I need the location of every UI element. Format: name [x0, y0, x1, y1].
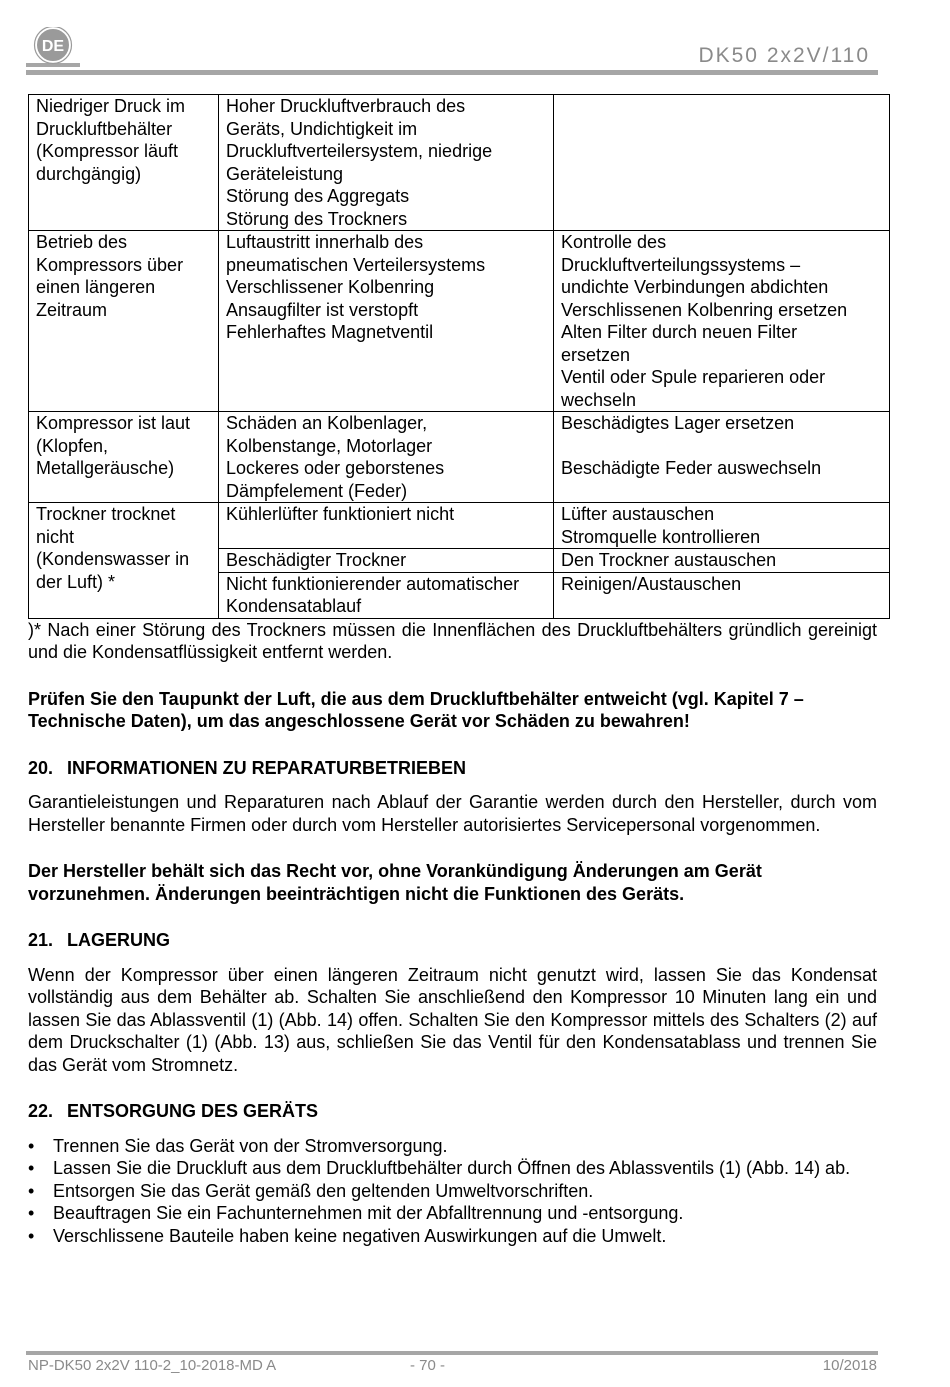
page-content [28, 94, 877, 1247]
cell-line: (Klopfen, [36, 435, 109, 456]
remedy-cell [554, 95, 890, 231]
cell-line: Geräteleistung [226, 163, 344, 184]
manufacturer-changes-note: Der Hersteller behält sich das Recht vor, ohne Vorankündigung Änderungen am Gerät vorzunehmen. Änderungen beeinträchtigen nicht die Funktionen des Geräts. [28, 861, 762, 904]
cell-line: Betrieb des [36, 232, 128, 252]
cell-line: Störung des Aggregats [226, 186, 410, 206]
symptom-cell [29, 503, 219, 619]
list-item: • Beauftragen Sie ein Fachunternehmen mit der Abfalltrennung und -entsorgung. [28, 1202, 877, 1225]
cell-line: Lockeres oder geborstenes [226, 458, 445, 478]
section-21-body: Wenn der Kompressor über einen längeren Zeitraum nicht genutzt wird, lassen Sie das Kondensat vollständig aus dem Behälter ab. Schalten Sie anschließend den Kompressor 10 Minuten lang ein und lassen Sie das Ablassventil (1) (Abb. 14) offen. Schalten Sie den Kompressor mittels des Schalters (2) auf dem Druckschalter (1) (Abb. 13) aus, schließen Sie das Ventil für den Kondensatablass und trennen Sie das Gerät vom Stromnetz. [28, 964, 877, 1075]
cell-line: Lüfter austauschen [561, 504, 715, 524]
table-row [29, 412, 890, 503]
cell-line: Druckluftbehälter [36, 118, 173, 139]
troubleshooting-table [28, 94, 890, 619]
cell-line: Alten Filter durch neuen Filter [561, 322, 798, 342]
cell-line: Zeitraum [36, 299, 108, 320]
remedy-cell [554, 549, 890, 573]
cell-line: Kontrolle des [561, 232, 667, 252]
cell-line: Verschlissenen Kolbenring ersetzen [561, 299, 848, 320]
remedy-cell [554, 503, 890, 549]
remedy-cell [554, 231, 890, 412]
page-number: - 70 - [410, 1357, 446, 1374]
cause-cell [219, 549, 554, 573]
cell-line: Reinigen/Austauschen [561, 573, 742, 594]
cell-line: Beschädigter Trockner [226, 550, 407, 570]
symptom-cell [29, 95, 219, 231]
table-row [29, 231, 890, 412]
cell-line: Fehlerhaftes Magnetventil [226, 322, 434, 342]
list-item: • Trennen Sie das Gerät von der Stromversorgung. [28, 1135, 877, 1158]
cell-line: Beschädigtes Lager ersetzen [561, 413, 795, 433]
cell-line: Den Trockner austauschen [561, 550, 777, 570]
cell-line: Verschlissener Kolbenring [226, 277, 435, 297]
cell-line: der Luft) * [36, 571, 116, 592]
table-footnote: )* Nach einer Störung des Trockners müssen die Innenflächen des Druckluftbehälters gründlich gereinigt und die Kondensatflüssigkeit entfernt werden. [28, 619, 877, 662]
cell-line: Kompressors über [36, 254, 184, 275]
section-heading-22: 22. ENTSORGUNG DES GERÄTS [28, 1101, 319, 1121]
list-item: • Lassen Sie die Druckluft aus dem Druckluftbehälter durch Öffnen des Ablassventils (1) (Abb. 14) ab. [28, 1157, 877, 1180]
cell-line: Luftaustritt innerhalb des [226, 232, 424, 252]
symptom-cell [29, 231, 219, 412]
cell-line: Druckluftverteilersystem, niedrige [226, 141, 493, 161]
cause-cell [219, 503, 554, 549]
remedy-cell [554, 572, 890, 618]
svg-text:DE: DE [41, 38, 65, 55]
symptom-cell [29, 412, 219, 503]
cell-line: Kompressor ist laut [36, 413, 191, 433]
table-row [29, 95, 890, 231]
cell-line: Stromquelle kontrollieren [561, 526, 761, 547]
cell-line: Hoher Druckluftverbrauch des [226, 96, 466, 116]
footer-divider [26, 1351, 878, 1355]
cell-line: (Kondenswasser in [36, 549, 190, 569]
footer-document-id: NP-DK50 2x2V 110-2_10-2018-MD A [28, 1357, 277, 1374]
cell-line: Kolbenstange, Motorlager [226, 435, 433, 456]
cell-line: Beschädigte Feder auswechseln [561, 458, 822, 478]
section-heading-21: 21. LAGERUNG [28, 930, 170, 950]
cause-cell [219, 95, 554, 231]
cell-line: Kondensatablauf [226, 596, 362, 616]
cell-line: Trockner trocknet [36, 504, 176, 524]
cell-line: nicht [36, 526, 75, 547]
cell-line: Metallgeräusche) [36, 458, 175, 478]
cell-line: Dämpfelement (Feder) [226, 480, 408, 501]
cell-line: einen längeren [36, 277, 156, 297]
document-title: DK50 2x2V/110 [698, 44, 870, 67]
cell-line: Druckluftverteilungssystems – [561, 254, 801, 275]
remedy-cell [554, 412, 890, 503]
cause-cell [219, 412, 554, 503]
header-divider [26, 70, 878, 75]
list-item: • Verschlissene Bauteile haben keine negativen Auswirkungen auf die Umwelt. [28, 1225, 877, 1248]
table-row [29, 503, 890, 549]
cell-line: Störung des Trockners [226, 208, 408, 229]
cell-line: Kühlerlüfter funktioniert nicht [226, 504, 455, 524]
cause-cell [219, 231, 554, 412]
cell-line: Ventil oder Spule reparieren oder [561, 367, 826, 387]
section-heading-20: 20. INFORMATIONEN ZU REPARATURBETRIEBEN [28, 757, 466, 778]
cell-line [561, 435, 883, 458]
cause-cell [219, 572, 554, 618]
cell-line: pneumatischen Verteilersystems [226, 254, 486, 275]
cell-line: undichte Verbindungen abdichten [561, 277, 829, 297]
cell-line: ersetzen [561, 344, 631, 365]
cell-line: Geräts, Undichtigkeit im [226, 118, 418, 139]
cell-line: (Kompressor läuft [36, 141, 179, 161]
cell-line: Schäden an Kolbenlager, [226, 413, 428, 433]
footer-date: 10/2018 [822, 1357, 877, 1374]
cell-line: Nicht funktionierender automatischer [226, 573, 520, 594]
language-badge-de [26, 27, 80, 67]
cell-line: Niedriger Druck im [36, 96, 186, 116]
dewpoint-warning: Prüfen Sie den Taupunkt der Luft, die aus dem Druckluftbehälter entweicht (vgl. Kapitel 7 – Technische Daten), um das angeschlossene Gerät vor Schäden zu bewahren! [28, 688, 804, 731]
cell-line: Ansaugfilter ist verstopft [226, 299, 419, 320]
disposal-list [28, 1135, 877, 1248]
cell-line: wechseln [561, 389, 637, 410]
list-item: • Entsorgen Sie das Gerät gemäß den geltenden Umweltvorschriften. [28, 1180, 877, 1203]
cell-line: durchgängig) [36, 163, 142, 184]
section-20-body: Garantieleistungen und Reparaturen nach Ablauf der Garantie werden durch den Hersteller, durch vom Hersteller benannte Firmen oder durch vom Hersteller autorisiertes Servicepersonal vorgenommen. [28, 792, 877, 835]
